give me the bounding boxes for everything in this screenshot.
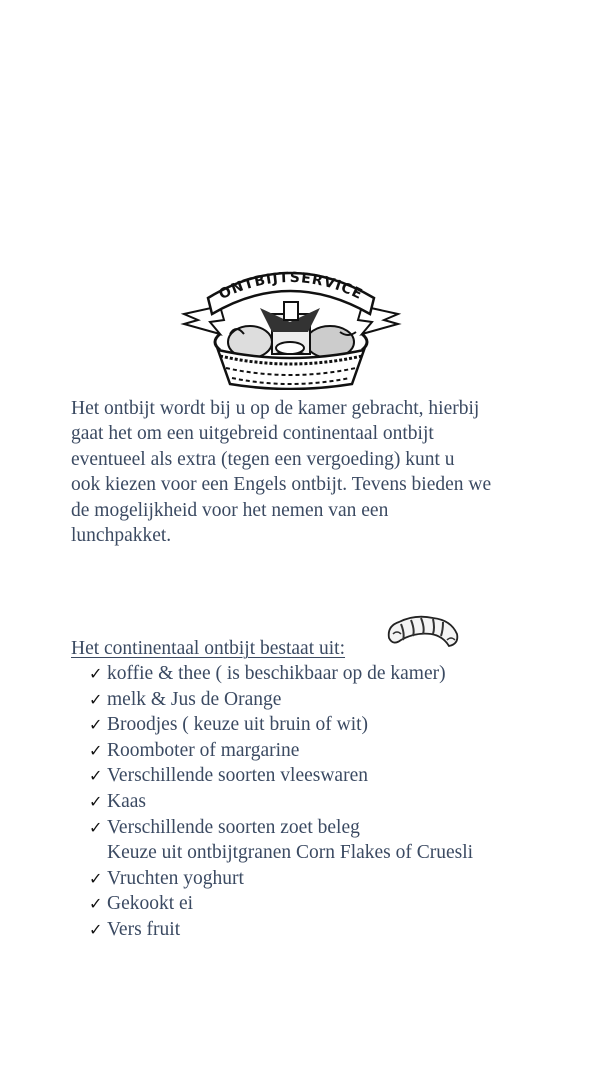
checkmark-icon: ✓ [89,919,103,939]
intro-paragraph [71,396,551,548]
list-item-label: koffie & thee ( is beschikbaar op de kamer) [107,663,446,684]
checkmark-icon: ✓ [89,791,103,811]
croissant-illustration [385,612,461,652]
intro-line: de mogelijkheid voor het nemen van een [71,499,389,521]
list-item-label: Vers fruit [107,918,181,940]
intro-line: gaat het om een uitgebreid continentaal ontbijt [71,423,434,445]
checkmark-icon: ✓ [89,715,103,735]
croissant-icon [385,612,461,652]
checkmark-icon: ✓ [89,740,103,760]
list-item [89,738,473,764]
breakfast-items-list [89,661,473,943]
list-item [89,815,473,841]
checkmark-icon: ✓ [89,689,103,709]
checkmark-icon: ✓ [89,817,103,837]
list-item-label: melk & Jus de Orange [107,688,282,710]
list-item-label: Verschillende soorten vleeswaren [107,765,368,787]
ontbijtservice-logo [180,262,402,390]
list-item-label: Roomboter of margarine [107,739,300,761]
checkmark-icon: ✓ [89,894,103,914]
checkmark-icon: ✓ [89,766,103,786]
list-item [89,712,473,738]
intro-line: ook kiezen voor een Engels ontbijt. Tevens bieden we [71,474,492,496]
breakfast-list-title: Het continentaal ontbijt bestaat uit: [71,638,346,659]
breakfast-basket-icon [180,262,402,390]
list-item [89,891,473,917]
intro-line: Het ontbijt wordt bij u op de kamer gebracht, hierbij [71,398,480,419]
logo-banner-text: ONTBIJTSERVICE [216,269,366,304]
checkmark-icon: ✓ [89,664,103,683]
checkmark-icon: ✓ [89,868,103,888]
list-item [89,687,473,713]
list-item [89,917,473,943]
list-item [89,840,473,866]
list-item-label: Verschillende soorten zoet beleg [107,816,360,838]
list-item [89,661,473,687]
list-item-label: Gekookt ei [107,893,194,915]
intro-line: lunchpakket. [71,525,172,547]
list-item-label: Broodjes ( keuze uit bruin of wit) [107,714,369,736]
list-item [89,866,473,892]
list-item-label: Vruchten yoghurt [107,867,244,889]
list-item-label: Kaas [107,790,146,812]
list-item [89,763,473,789]
list-item [89,789,473,815]
list-item-label: Keuze uit ontbijtgranen Corn Flakes of Cruesli [107,842,474,864]
intro-line: eventueel als extra (tegen een vergoeding) kunt u [71,448,455,470]
